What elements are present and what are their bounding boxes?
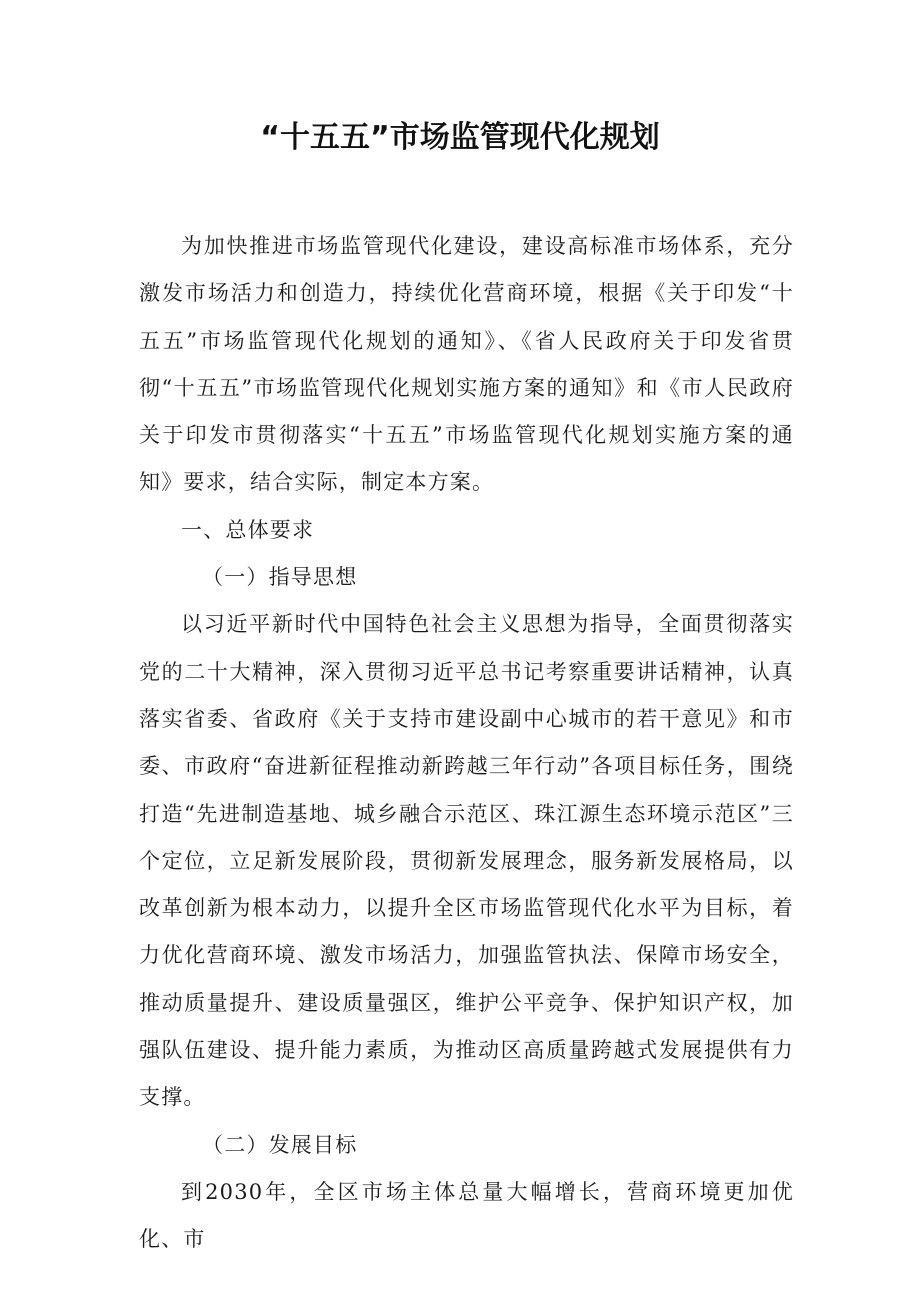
subsection-heading-development-goals: （二）发展目标	[202, 1132, 358, 1157]
intro-paragraph: 为加快推进市场监管现代化建设，建设高标准市场体系，充分激发市场活力和创造力，持续优化营商环境，根据《关于印发“十五五”市场监管现代化规划的通知》、《省人民政府关于印发省贯彻“十五五”市场监管现代化规划实施方案的通知》和《市人民政府关于印发市贯彻落实“十五五”市场监管现代化规划实施方案的通知》要求，结合实际，制定本方案。	[139, 234, 794, 495]
document-title: “十五五”市场监管现代化规划	[260, 120, 660, 155]
guiding-thought-paragraph: 以习近平新时代中国特色社会主义思想为指导，全面贯彻落实党的二十大精神，深入贯彻习近平总书记考察重要讲话精神，认真落实省委、省政府《关于支持市建设副中心城市的若干意见》和市委、市政府“奋进新征程推动新跨越三年行动”各项目标任务，围绕打造“先进制造基地、城乡融合示范区、珠江源生态环境示范区”三个定位，立足新发展阶段，贯彻新发展理念，服务新发展格局，以改革创新为根本动力，以提升全区市场监管现代化水平为目标，着力优化营商环境、激发市场活力，加强监管执法、保障市场安全，推动质量提升、建设质量强区，维护公平竞争、保护知识产权，加强队伍建设、提升能力素质，为推动区高质量跨越式发展提供有力支撑。	[139, 612, 794, 1110]
subsection-heading-guiding-thought: （一）指导思想	[202, 565, 358, 590]
document-body	[139, 223, 794, 1264]
section-heading-general-requirements: 一、总体要求	[181, 517, 315, 542]
development-goals-paragraph: 到2030年，全区市场主体总量大幅增长，营商环境更加优化、市	[139, 1179, 794, 1252]
